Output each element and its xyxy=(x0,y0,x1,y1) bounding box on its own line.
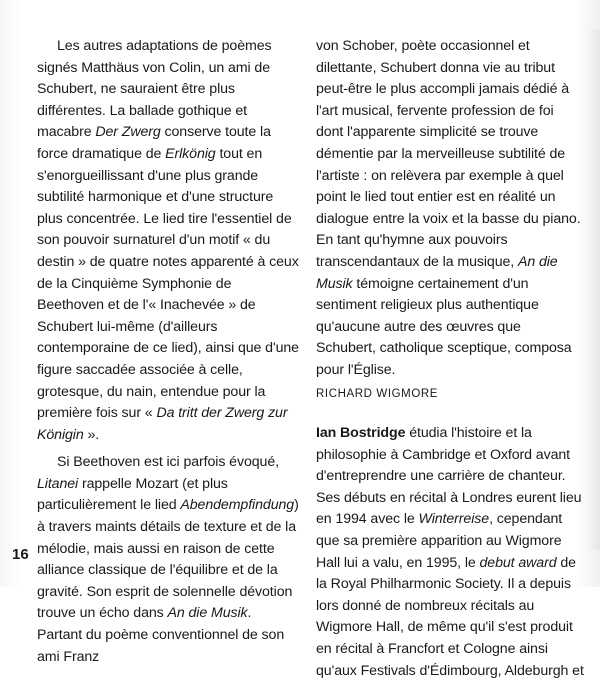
text-run: Si Beethoven est ici parfois évoqué, xyxy=(57,454,279,471)
paragraph-litanei xyxy=(37,452,299,668)
text-run: témoigne certainement d'un sentiment religieux plus authentique qu'aucune autre des œuvres que Schubert, catholique sceptique, composa pour l'Église. xyxy=(316,275,572,378)
text-run: tout en s'enorgueillissant d'une plus grande subtilité harmonique et d'une structure plus concentrée. Le lied tire l'essentiel de son pouvoir surnaturel d'un motif « du destin » de quatre notes apparenté à ceux de la Cinquième Symphonie de Beethoven et de l'« Inachevée » de Schubert lui-même (d'ailleurs contemporaine de ce lied), ainsi que d'une figure saccadée associée à celle, grotesque, du nain, entendue pour la première fois sur « xyxy=(37,145,299,422)
left-text-column xyxy=(37,36,299,668)
work-title: Erlkönig xyxy=(165,145,216,162)
paragraph-biography xyxy=(316,423,584,682)
text-run: ». xyxy=(83,426,100,443)
text-run: étudia l'histoire et la philosophie à Cambridge et Oxford avant d'entreprendre une carrière de chanteur. Ses débuts en récital à Londres eurent lieu en 1994 avec le xyxy=(316,425,582,528)
adjacent-page-edge xyxy=(586,30,600,550)
text-run: . Partant du poème conventionnel de son ami Franz xyxy=(37,605,285,665)
text-run: conserve toute la force dramatique de xyxy=(37,124,271,162)
right-text-column xyxy=(316,36,584,682)
work-title: Der Zwerg xyxy=(95,124,161,141)
text-run: ) à travers maints détails de texture et de la mélodie, mais aussi en raison de cette alliance classique de l'équilibre et de la gravité. Son esprit de solennelle dévotion trouve un écho dans xyxy=(37,497,299,622)
paragraph-der-zwerg xyxy=(37,36,299,446)
work-title: Litanei xyxy=(37,475,79,492)
work-title: An die Musik xyxy=(316,253,558,292)
work-title: Abendempfindung xyxy=(180,497,295,514)
text-run: von Schober, poète occasionnel et dilettante, Schubert donna vie au tribut peut-être le plus accompli jamais dédié à l'art musical, fervente profession de foi dont l'apparente simplicité se trouve démentie par la merveilleuse subtilité de l'artiste : on relèvera par exemple à quel point le lied tout entier est en réalité un dialogue entre la voix et la basse du piano. En tant qu'hymne aux pouvoirs transcendantaux de la musique, xyxy=(316,38,581,270)
text-run: rappelle Mozart (et plus particulièrement le lied xyxy=(37,475,228,514)
work-title: An die Musik xyxy=(167,605,248,622)
text-run: , cependant que sa première apparition au Wigmore Hall lui a valu, en 1995, le xyxy=(316,511,563,571)
text-run: Les autres adaptations de poèmes signés Matthäus von Colin, un ami de Schubert, ne sauraient être plus différentes. La ballade gothique et macabre xyxy=(37,38,272,141)
award-title: debut award xyxy=(479,554,557,571)
work-title: Winterreise xyxy=(418,511,490,528)
artist-name: Ian Bostridge xyxy=(316,425,406,442)
paragraph-an-die-musik xyxy=(316,36,584,382)
text-run: de la Royal Philharmonic Society. Il a depuis lors donné de nombreux récitals au Wigmore Hall, de même qu'il s'est produit en récital à Francfort et Cologne ainsi qu'aux Festivals d'Édimbourg, Aldeburgh et xyxy=(316,554,584,679)
work-title: Da tritt der Zwerg zur Königin xyxy=(37,405,288,443)
author-credit: RICHARD WIGMORE xyxy=(316,387,439,400)
page-number: 16 xyxy=(12,546,29,563)
